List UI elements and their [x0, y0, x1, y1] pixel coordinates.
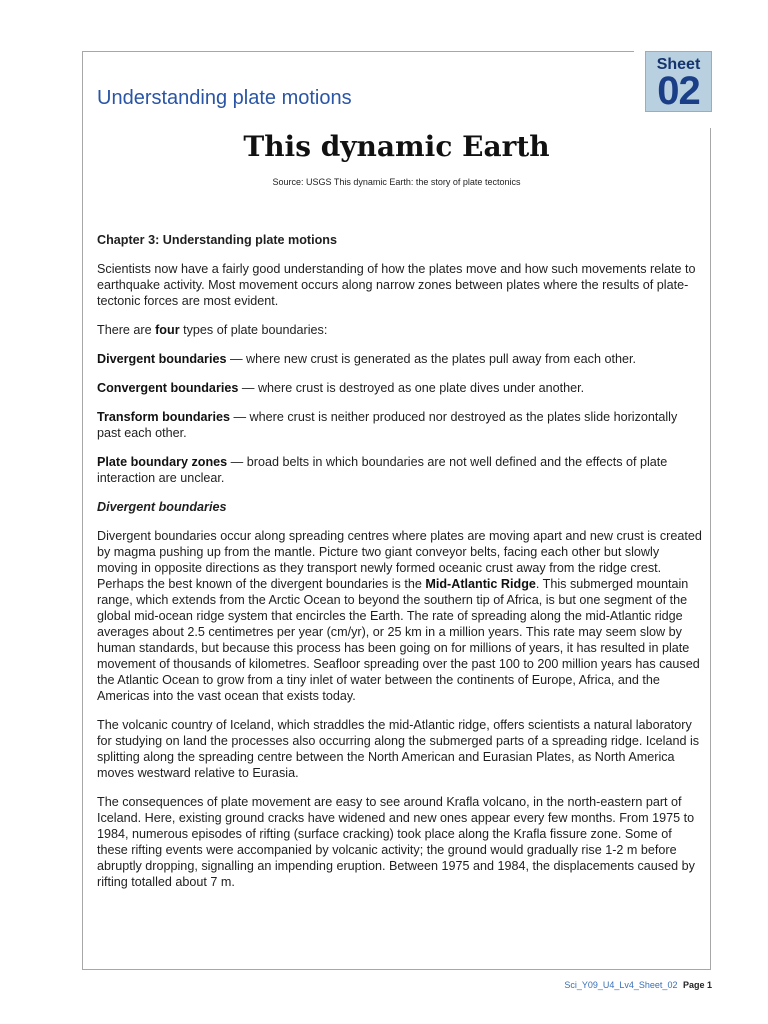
- boundary-item-convergent: [97, 380, 703, 396]
- types-count: four: [155, 323, 180, 337]
- types-paragraph: [97, 322, 703, 338]
- subheading-divergent: Divergent boundaries: [97, 500, 227, 514]
- page-footer: [564, 980, 712, 990]
- intro-paragraph: Scientists now have a fairly good understanding of how the plates move and how such movements relate to earthquake activity. Most movement occurs along narrow zones between plates where the results of plate-tectonic forces are most evident.: [97, 262, 696, 308]
- boundary-desc: — where crust is neither produced nor destroyed as the plates slide horizontally past each other.: [97, 410, 678, 440]
- sheet-badge: [645, 51, 712, 112]
- section-heading: Understanding plate motions: [97, 87, 352, 109]
- boundary-desc: — broad belts in which boundaries are not well defined and the effects of plate interaction are unclear.: [97, 455, 668, 485]
- boundary-desc: — where new crust is generated as the plates pull away from each other.: [226, 352, 636, 366]
- para1-part-a: Divergent boundaries occur along spreading centres where plates are moving apart and new crust is created by magma pushing up from the mantle. Picture two giant conveyor belts, facing each other but slowly moving in opposite directions as they transport newly formed oceanic crust away from the ridge crest. Perhaps the best known of the divergent boundaries is the: [97, 529, 702, 591]
- divergent-paragraph: [97, 528, 703, 704]
- krafla-paragraph: The consequences of plate movement are easy to see around Krafla volcano, in the north-eastern part of Iceland. Here, existing ground cracks have widened and new ones appear every few months. From 1975 to 1984, numerous episodes of rifting (surface cracking) took place along the Krafla fissure zone. Some of these rifting events were accompanied by volcanic activity; the ground would gradually rise 1-2 m before abruptly dropping, signalling an impending eruption. Between 1975 and 1984, the displacements caused by rifting totalled about 7 m.: [97, 795, 695, 889]
- mid-atlantic-ridge-term: Mid-Atlantic Ridge: [425, 577, 536, 591]
- document-reference: Sci_Y09_U4_Lv4_Sheet_02: [564, 980, 678, 990]
- article-body: [97, 232, 703, 903]
- boundary-item-zones: [97, 454, 703, 486]
- types-post: types of plate boundaries:: [179, 323, 328, 337]
- boundary-item-transform: [97, 409, 703, 441]
- boundary-term: Transform boundaries: [97, 410, 230, 424]
- para1-part-b: . This submerged mountain range, which extends from the Arctic Ocean to beyond the southern tip of Africa, is but one segment of the global mid-ocean ridge system that encircles the Earth. The rate of spreading along the mid-Atlantic ridge averages about 2.5 centimetres per year (cm/yr), or 25 km in a million years. This rate may seem slow by human standards, but because this process has been going on for millions of years, it has resulted in plate movement of thousands of kilometres. Seafloor spreading over the past 100 to 200 million years has caused the Atlantic Ocean to grow from a tiny inlet of water between the continents of Europe, Africa, and the Americas into the vast ocean that exists today.: [97, 577, 700, 703]
- iceland-paragraph: The volcanic country of Iceland, which straddles the mid-Atlantic ridge, offers scientists a natural laboratory for studying on land the processes also occurring along the submerged parts of a spreading ridge. Iceland is splitting along the spreading centre between the North American and Eurasian Plates, as North America moves westward relative to Eurasia.: [97, 718, 700, 780]
- sheet-label: Sheet: [656, 56, 701, 73]
- types-pre: There are: [97, 323, 156, 337]
- boundary-term: Plate boundary zones: [97, 455, 228, 469]
- source-line: Source: USGS This dynamic Earth: the story of plate tectonics: [272, 177, 521, 187]
- boundary-item-divergent: [97, 351, 703, 367]
- sheet-number: 02: [657, 69, 700, 113]
- boundary-term: Convergent boundaries: [97, 381, 239, 395]
- boundary-term: Divergent boundaries: [97, 352, 227, 366]
- page-title: This dynamic Earth: [243, 130, 550, 163]
- page-number: Page 1: [682, 980, 712, 990]
- boundary-desc: — where crust is destroyed as one plate dives under another.: [238, 381, 585, 395]
- chapter-heading: Chapter 3: Understanding plate motions: [97, 233, 338, 247]
